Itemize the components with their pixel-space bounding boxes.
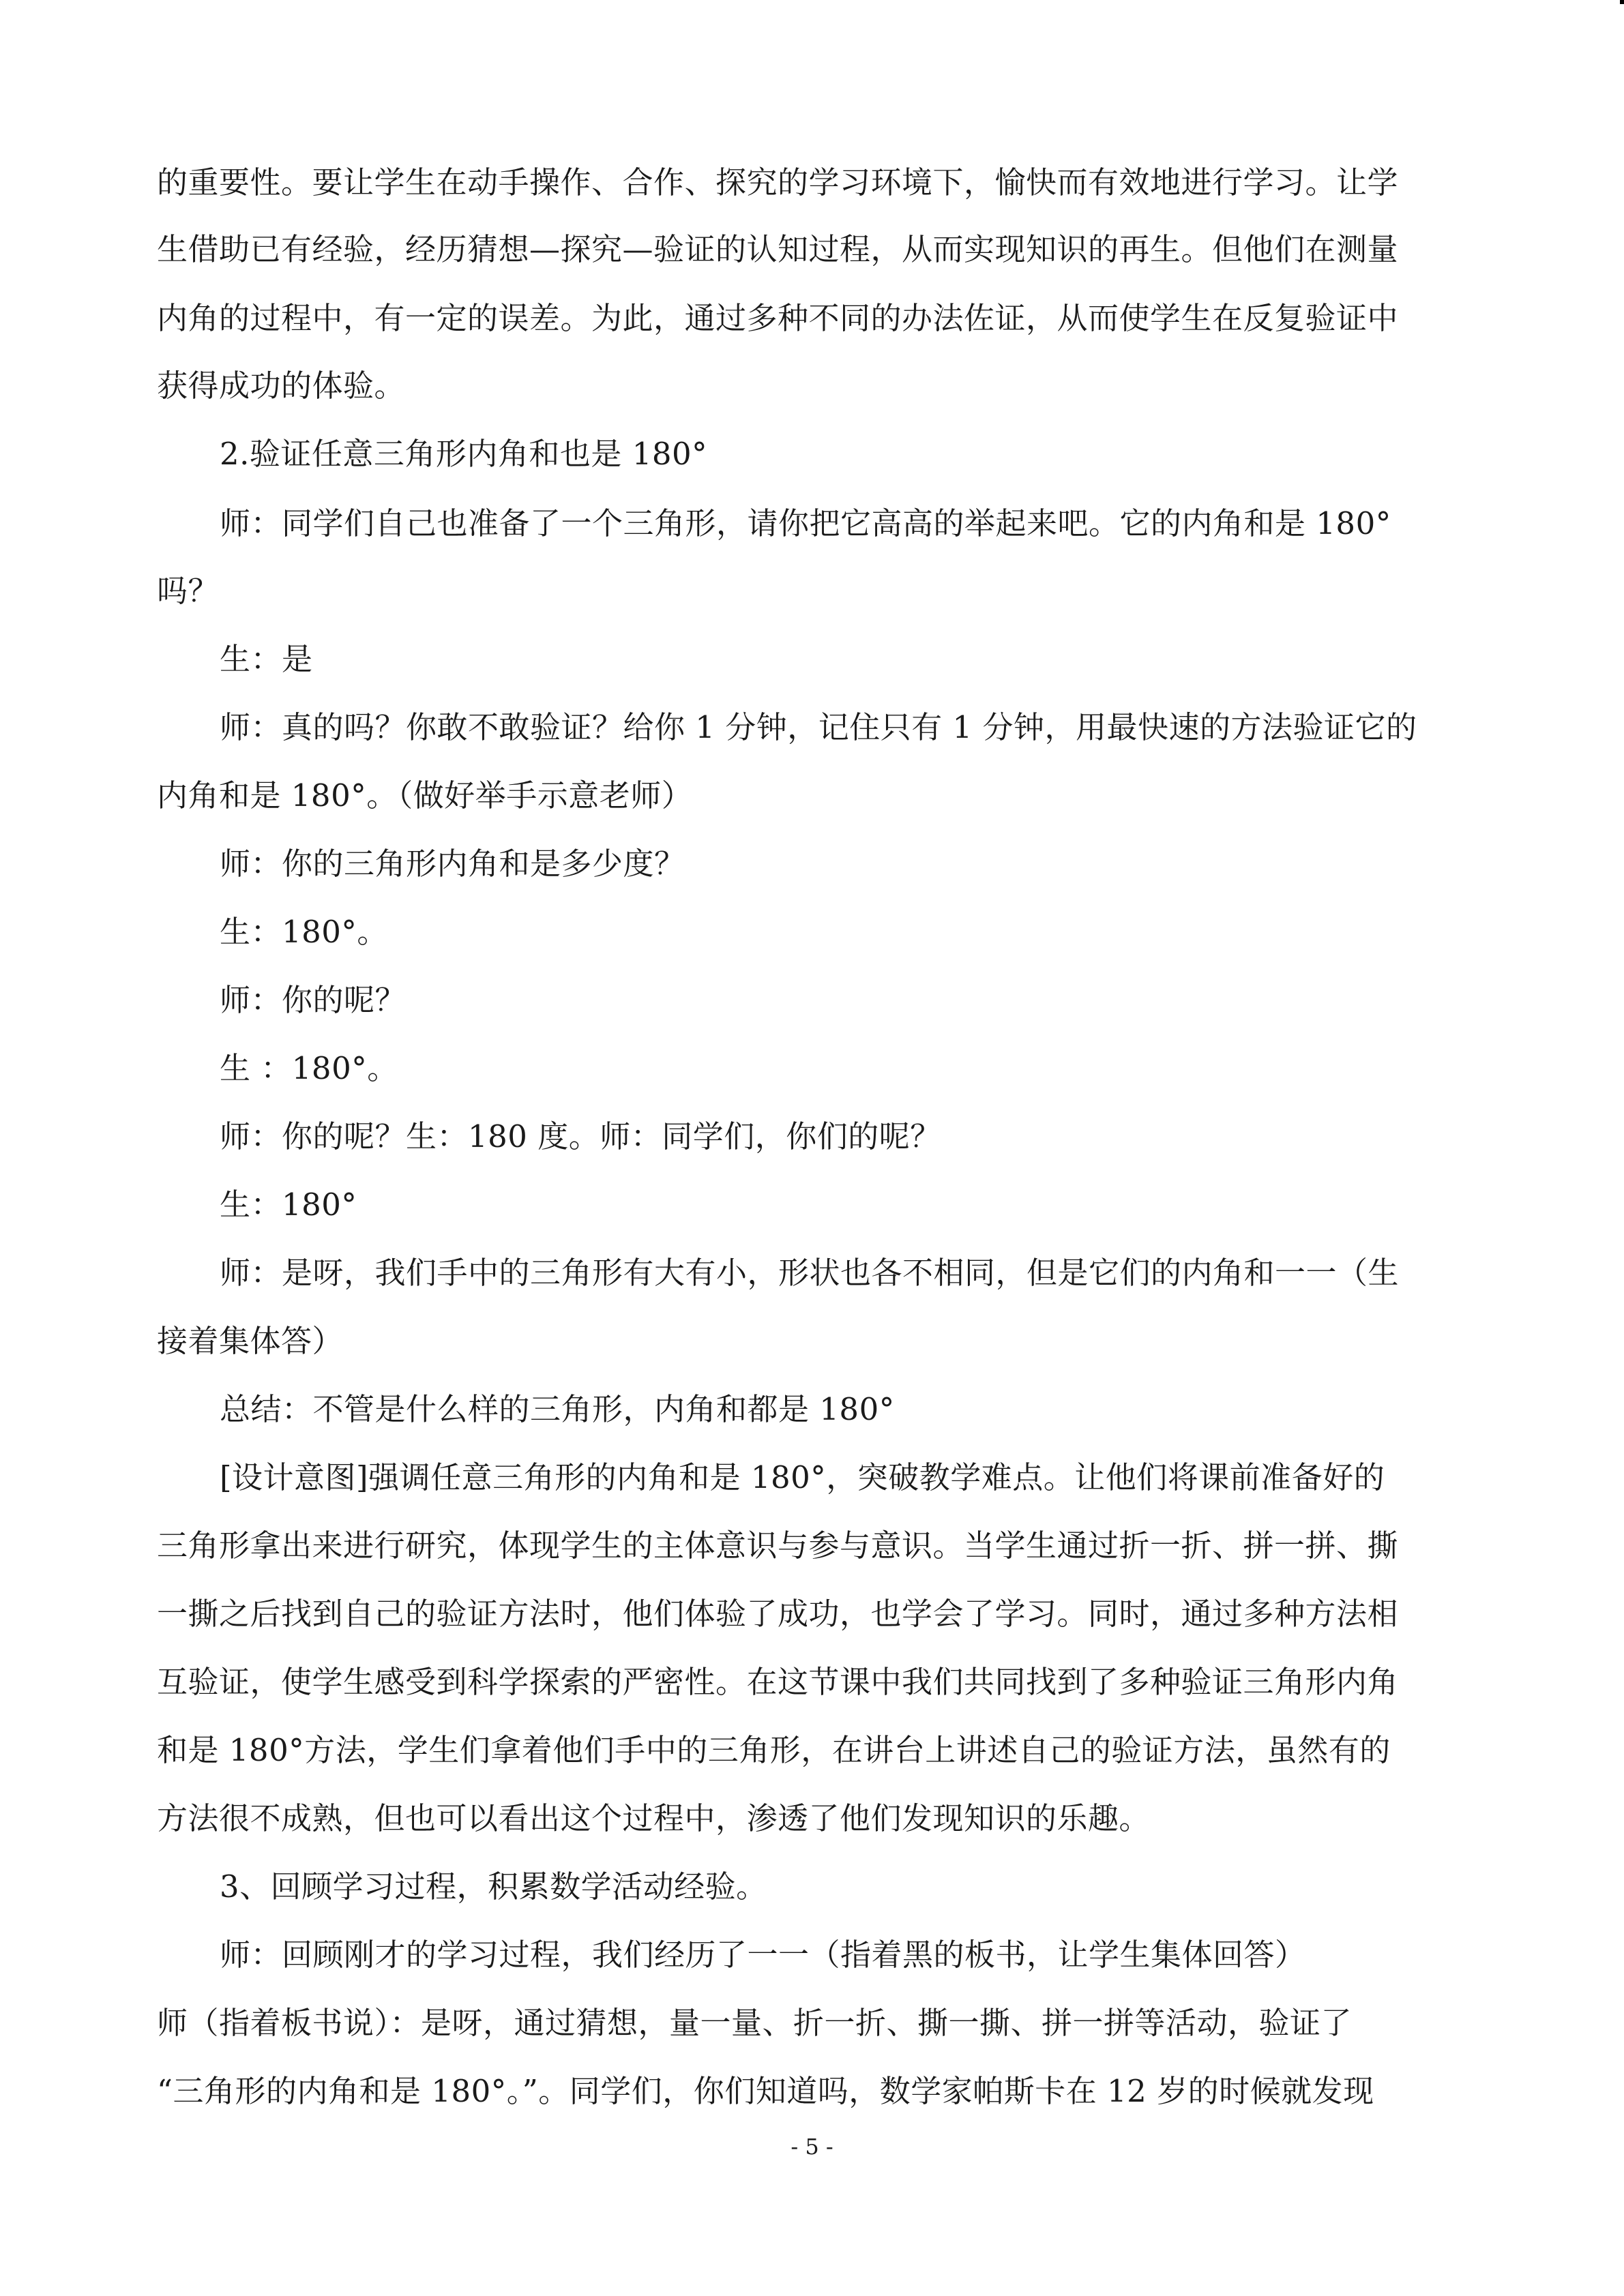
dialogue-line: 接着集体答） — [157, 1323, 344, 1359]
paragraph-line: 的重要性。要让学生在动手操作、合作、探究的学习环境下，愉快而有效地进行学习。让学 — [157, 164, 1399, 200]
design-intent-line: 一撕之后找到自己的验证方法时，他们体验了成功，也学会了学习。同时，通过多种方法相 — [157, 1596, 1399, 1632]
dialogue-line: 师：你的呢？ — [220, 982, 407, 1018]
design-intent-line: 方法很不成熟，但也可以看出这个过程中，渗透了他们发现知识的乐趣。 — [157, 1800, 1151, 1836]
dialogue-line: 师：回顾刚才的学习过程，我们经历了一一（指着黑的板书，让学生集体回答） — [220, 1937, 1306, 1973]
corner-mark — [1620, 0, 1624, 4]
paragraph-line: 生借助已有经验，经历猜想—探究—验证的认知过程，从而实现知识的再生。但他们在测量 — [157, 231, 1399, 267]
design-intent-line: 三角形拿出来进行研究，体现学生的主体意识与参与意识。当学生通过折一折、拼一拼、撕 — [157, 1527, 1399, 1564]
dialogue-line: 师（指着板书说）：是呀，通过猜想，量一量、折一折、撕一撕、拼一拼等活动，验证了 — [157, 2005, 1353, 2041]
page-number: - 5 - — [791, 2134, 833, 2160]
dialogue-line: 吗？ — [157, 573, 220, 609]
design-intent-line: 互验证，使学生感受到科学探索的严密性。在这节课中我们共同找到了多种验证三角形内角 — [157, 1664, 1399, 1700]
dialogue-line: “三角形的内角和是 180°。”。同学们，你们知道吗，数学家帕斯卡在 12 岁的时候就发现 — [157, 2073, 1374, 2109]
dialogue-line: 师：你的呢？生：180 度。师：同学们，你们的呢？ — [220, 1118, 941, 1154]
paragraph-line: 内角的过程中，有一定的误差。为此，通过多种不同的办法佐证，从而使学生在反复验证中 — [157, 300, 1399, 336]
dialogue-line: 师：你的三角形内角和是多少度？ — [220, 846, 685, 882]
section-heading: 2.验证任意三角形内角和也是 180° — [220, 436, 708, 472]
paragraph-line: 获得成功的体验。 — [157, 368, 406, 404]
dialogue-line: 生：180°。 — [220, 914, 388, 950]
dialogue-line: 生：180° — [220, 1187, 357, 1223]
section-heading: 3、回顾学习过程，积累数学活动经验。 — [220, 1868, 767, 1905]
dialogue-line: 生 ：180°。 — [220, 1050, 398, 1086]
dialogue-line: 师：同学们自己也准备了一个三角形，请你把它高高的举起来吧。它的内角和是 180° — [220, 505, 1391, 541]
design-intent-line: 和是 180°方法，学生们拿着他们手中的三角形，在讲台上讲述自己的验证方法，虽然有的 — [157, 1732, 1391, 1768]
design-intent-line: [设计意图]强调任意三角形的内角和是 180°，突破教学难点。让他们将课前准备好的 — [220, 1459, 1385, 1495]
summary-line: 总结：不管是什么样的三角形，内角和都是 180° — [220, 1391, 895, 1427]
dialogue-line: 师：是呀，我们手中的三角形有大有小，形状也各不相同，但是它们的内角和一一（生 — [220, 1255, 1400, 1291]
dialogue-line: 内角和是 180°。（做好举手示意老师） — [157, 777, 693, 814]
dialogue-line: 师：真的吗？你敢不敢验证？给你 1 分钟，记住只有 1 分钟，用最快速的方法验证它的 — [220, 709, 1417, 745]
dialogue-line: 生：是 — [220, 641, 313, 677]
